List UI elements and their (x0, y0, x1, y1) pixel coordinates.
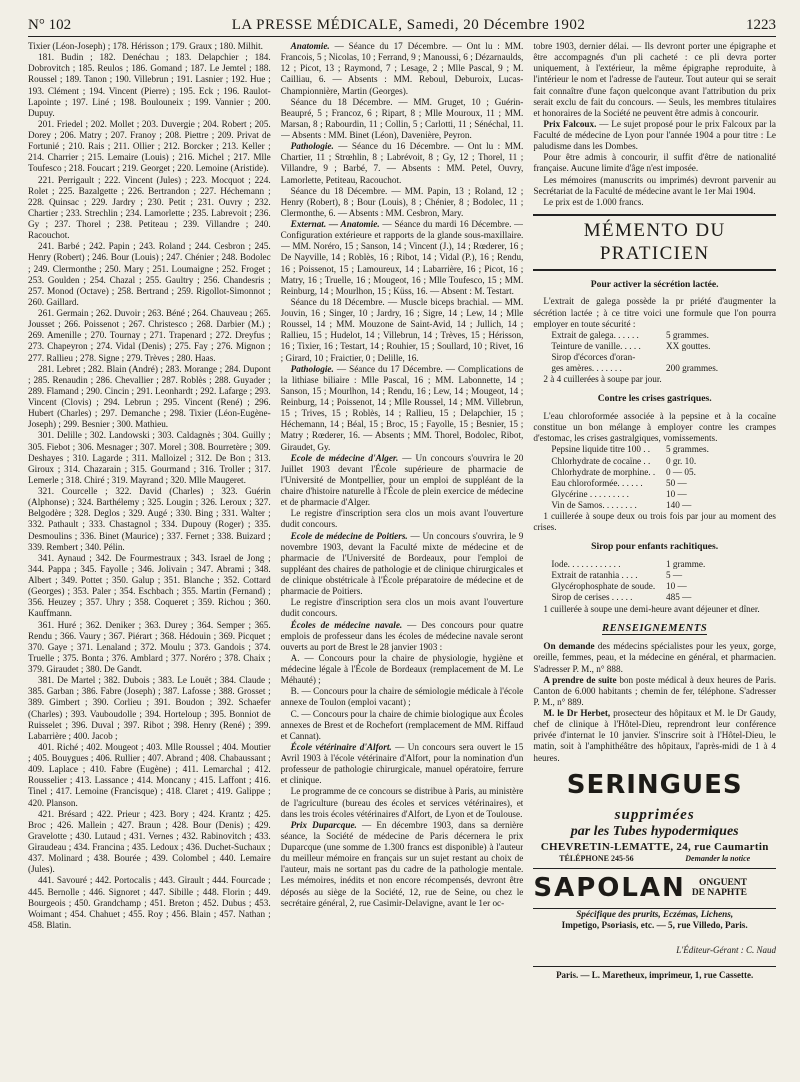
quantity: 1 gramme. (666, 559, 706, 569)
news-item (281, 453, 524, 509)
prescription-line (533, 478, 776, 489)
ingredient: Pepsine liquide titre 100 . . (551, 444, 651, 455)
column-middle (281, 41, 524, 1081)
prescription-line (533, 352, 776, 363)
news-item-text: A. — Concours pour la chaire de physiologie, hygiène et médecine légale à l'École de Bordeaux (remplacement de M. Le Méhauté) ; (280, 652, 524, 686)
ingredient: ges amères. . . . . . . (551, 363, 622, 374)
news-item-text: — Un concours sera ouvert le 15 Avril 1903 à l'école vétérinaire d'Alfort, pour la nomination d'un professeur de pathologie chirurgicale, manuel opératoire, ferrure et clinique. (280, 741, 524, 786)
column-right (533, 41, 776, 1081)
news-item-lead: Prix Duparcque. (290, 819, 357, 830)
news-item (281, 786, 524, 819)
news-item (281, 97, 524, 142)
section-text-gastric: L'eau chloroformée associée à la pepsine et à la cocaïne constitue un bon mélange à employer contre les crampes d'estomac, les crises gastralgiques, vomissements. (533, 411, 777, 444)
quantity: 0 — 05. (666, 466, 696, 477)
prix-falcoux-amount: Le prix est de 1.000 francs. (543, 196, 644, 207)
ranking-paragraph: 321. Courcelle ; 322. David (Charles) ; 323. Guérin (Alphonse) ; 324. Barthélemy ; 325. Lougin ; 326. Leroux ; 327. Belgodère ; 328. Deglos ; 329. Augé ; 330. Bing ; 331. Walter ; 332. Pathault ; 333. Chastagnol ; 334. Dupouy (Roger) ; 335. Desmoulins ; 336. Binet (Maurice) ; 337. Fernet ; 338. Buizard ; 339. Rembert ; 340. Pélin. (28, 486, 271, 552)
quantity: 0 gr. 10. (666, 455, 697, 466)
news-item (281, 364, 524, 453)
news-item (281, 820, 524, 909)
notice-a-prendre: A prendre de suite bon poste médical à deux heures de Paris. Canton de 6.000 habitants ; chemin de fer, téléphone. S'adresser P. M., n° 889. (533, 674, 777, 707)
ad-sapolan-address: Impetigo, Psoriasis, etc. — 5, rue Villedo, Paris. (561, 920, 748, 931)
quantity: 10 — (666, 488, 687, 499)
prescription-line (533, 500, 776, 511)
prescription-line (533, 341, 776, 352)
ranking-paragraph: Tixier (Léon-Joseph) ; 178. Hérisson ; 179. Graux ; 180. Milhit. (28, 41, 263, 51)
quantity: 10 — (666, 581, 687, 592)
ranking-paragraph: 181. Budin ; 182. Denéchau ; 183. Delapchier ; 184. Dobrovitch ; 185. Reulos ; 186. Gomand ; 187. Le Jemtel ; 188. Roussel ; 189. Tanon ; 190. Villebrun ; 191. Lasnier ; 192. Hue ; 193. Clément ; 194. Vincent (Pierre) ; 195. Eck ; 196. Raulot-Lapointe ; 197. Liné ; 198. Boulouneix ; 199. Vannier ; 200. Dupuy. (28, 52, 271, 118)
quantity: 5 grammes. (666, 444, 709, 455)
section-title-lactation: Pour activer la sécrétion lactée. (590, 278, 719, 290)
ranking-paragraph: 261. Germain ; 262. Duvoir ; 263. Béné ; 264. Chauveau ; 265. Jousset ; 266. Poissenot ; 267. Christesco ; 268. Darbier (M.) ; 269. Amenille ; 270. Tournay ; 271. Trapenard ; 272. Dreyfus ; 273. Chapeyron ; 274. Vidal (Denis) ; 275. Fay ; 276. Mignon ; 277. Rallieu ; 278. Signe ; 279. Trèves ; 280. Haas. (28, 308, 271, 363)
news-item-text: Le registre d'inscription sera clos un mois avant l'ouverture dudit concours. (280, 508, 524, 530)
ad-sapolan-indications: Spécifique des prurits, Eczémas, Lichens, (576, 909, 734, 920)
dose-gastric: 1 cuillerée à soupe deux ou trois fois par jour au moment des crises. (533, 511, 777, 533)
news-item (281, 709, 524, 742)
news-item (281, 186, 524, 219)
news-item-text: — Un concours s'ouvrira, le 9 novembre 1903, devant la Faculté mixte de médecine et de pharmacie de l'Université de Bordeaux, pour l'emploi de suppléant des chaires de pathologie et de clinique chirurgicales et de clinique obstétricale à l'École préparatoire de médecine et de pharmacie de Poitiers. (280, 530, 524, 597)
ad-sapolan-product: ONGUENT DE NAPHTE (691, 877, 747, 899)
news-item (281, 508, 524, 530)
news-item-text: Séance du 18 Décembre. — MM. Gruget, 10 ; Guérin-Beaupré, 5 ; Francoz, 6 ; Ripart, 8 ; Mlle Mouroux, 11 ; MM. Marsan, 8 ; Rabourdin, 11 ; Collin, 5 ; Carlotti, 11 ; Sénéchal, 11. — Absents : MM. Binet (Léon), Davenière, Peyron. (280, 96, 524, 140)
news-item-lead: Externat. — Anatomie. (290, 219, 380, 229)
section-title-gastric: Contre les crises gastriques. (597, 393, 712, 405)
page-header (28, 14, 776, 37)
ranking-paragraph: 341. Aynaud ; 342. De Fourmestraux ; 343. Israel de Jong ; 344. Pappa ; 345. Fayolle ; 346. Jolivain ; 347. Abrami ; 348. Albert ; 349. Pottet ; 350. Galup ; 351. Blanche ; 352. Cottard (Georges) ; 353. Paler ; 354. Eschbach ; 355. Martin (Fernand) ; 356. Heuzey ; 357. Uhry ; 358. Coqueret ; 359. Richou ; 360. Kauffmann. (28, 552, 271, 619)
ranking-paragraph: 201. Friedel ; 202. Mollet ; 203. Duvergie ; 204. Robert ; 205. Dorey ; 206. Matry ; 207. Franoy ; 208. Piettre ; 209. Privat de Fortunié ; 210. Rais ; 211. Ollier ; 212. Borcker ; 213. Keller ; 214. Charrier ; 215. Lemaire (Louis) ; 216. Michel ; 217. Mlle Toufesco ; 218. Foucart ; 219. Georget ; 220. Lemoine (Aristide). (28, 118, 271, 174)
ranking-paragraph: 441. Savouré ; 442. Portocalis ; 443. Girault ; 444. Fourcade ; 445. Bernolle ; 446. Signoret ; 447. Sibille ; 448. Florin ; 449. Bourgeois ; 450. Grandchamp ; 451. Breton ; 452. Dubus ; 453. Woimant ; 454. Chahuet ; 455. Roy ; 456. Blain ; 457. Nathan ; 458. Blatin. (28, 875, 271, 930)
advertisement-seringues (533, 769, 776, 864)
news-item-lead: Écoles de médecine navale. (290, 619, 403, 630)
page-number: 1223 (745, 17, 776, 33)
ranking-paragraph: 281. Lebret ; 282. Blain (André) ; 283. Morange ; 284. Dupont ; 285. Renaudin ; 286. Chevallier ; 287. Roblès ; 288. Guyader ; 289. Flamand ; 290. Cincin ; 291. Leonhardt ; 292. Lafarge ; 293. Vincent (Clovis) ; 294. Lebrun ; 295. Vincent (René) ; 296. Hubert (Charles) ; 297. Demanche ; 298. Tixier (Léon-Eugène-Joseph) ; 299. Besnier ; 300. Mathieu. (28, 363, 271, 430)
news-item-lead: École vétérinaire d'Alfort. (290, 741, 392, 752)
ranking-paragraph: 421. Brésard ; 422. Prieur ; 423. Bory ; 424. Krantz ; 425. Broc ; 426. Mallein ; 427. Braun ; 428. Bour (Denis) ; 429. Gravelotte ; 430. Lutaud ; 431. Vernes ; 432. Rabinovitch ; 433. Giraudeau ; 434. Francina ; 435. Ledoux ; 436. Duchet-Suchaux ; 437. Molinard ; 438. Bourée ; 439. Colombel ; 440. Lemaire (Jules). (28, 808, 271, 875)
quantity: 200 grammes. (666, 363, 719, 374)
masthead-date: , Samedi, 20 Décembre 1902 (398, 17, 586, 33)
ingredient: Extrait de ratanhia . . . . (551, 570, 638, 581)
ingredient: Teinture de vanille. . . . . (551, 340, 641, 351)
ranking-paragraph: 241. Barbé ; 242. Papin ; 243. Roland ; 244. Cesbron ; 245. Henry (Robert) ; 246. Bour (Louis) ; 247. Chénier ; 248. Bodolec ; 249. Clermonthe ; 250. Mary ; 251. Loumaigne ; 252. Froget ; 253. Goulden ; 254. Chazal ; 255. Gaultry ; 256. Chandesris ; 257. Monod (Octave) ; 258. Bertrand ; 259. Rigollot-Simonnot ; 260. Gaillard. (28, 241, 271, 307)
news-item-text: — Séance du 17 Décembre. — Ont lu : MM. Francois, 5 ; Nicolas, 10 ; Ferrand, 9 ; Manoussi, 6 ; Dézarnaulds, 12 ; Picot, 13 ; Raymond, 7 ; Lesage, 2 ; Mlle Pascal, 9 ; M. Cailliau, 6. — Absents : MM. Reboul, Deburoix, Lucas-Championnière, Martin (Georges). (280, 41, 524, 96)
prescription-line (533, 444, 776, 455)
news-item-text: — Des concours pour quatre emplois de professeur dans les écoles de médecine navale seront ouverts au port de Brest le 28 janvier 1903 : (280, 619, 524, 652)
news-item-text: Le programme de ce concours se distribue à Paris, au ministère de l'agriculture (bureau des écoles et services vétérinaires), et dans les trois écoles vétérinaires d'Alfort, de Lyon et de Toulouse. (280, 786, 524, 819)
quantity: 140 — (666, 500, 692, 511)
prescription-line (533, 592, 776, 603)
notice-herbet: M. le Dr Herbet, prosecteur des hôpitaux et M. le Dr Gaudy, chef de clinique à l'Hôtel-Dieu, reprendront leur conférence privée d'internat le 10 janvier. S'inscrire soit à l'Hôtel-Dieu, le matin, soit à l'amphithéâtre des hôpitaux, l'après-midi de 1 à 4 heures. (533, 708, 777, 763)
news-item (281, 219, 524, 297)
news-item-text: — Un concours s'ouvrira le 20 Juillet 1903 devant l'École supérieure de pharmacie de l'Université de Montpellier, pour un emploi de suppléant de la chaire d'histoire naturelle à l'École de plein exercice de médecine et de pharmacie d'Alger. (280, 452, 524, 508)
prescription-line (533, 363, 776, 374)
printer-imprint: Paris. — L. Maretheux, imprimeur, 1, rue Cassette. (533, 966, 776, 981)
advertisement-sapolan (533, 868, 776, 909)
prescription-line (533, 570, 776, 581)
news-item-text: Séance du 18 Décembre. — Muscle biceps brachial. — MM. Jouvin, 16 ; Singer, 10 ; Jardry, 16 ; Sigre, 14 ; Lew, 14 ; Mlle Roussel, 14 ; MM. Mouzone de Saint-Avid, 14 ; Jullich, 14 ; Rallieu, 15 ; Hudelot, 14 ; Villebrun, 14 ; Trèves, 15 ; Hérisson, 16 ; Tixier, 16 ; Testart, 14 ; Rouhier, 15 ; Soullard, 10 ; Rivet, 16 ; Girard, 10 ; Fraictier, 0 ; Delille, 16. (280, 296, 524, 363)
quantity: 5 grammes. (666, 329, 709, 340)
news-item (281, 41, 524, 97)
news-item-text: B. — Concours pour la chaire de sémiologie médicale à l'école annexe de Toulon (emploi vacant) ; (280, 686, 524, 708)
news-item (281, 531, 524, 598)
renseignements-heading: RENSEIGNEMENTS (602, 622, 708, 634)
quantity: XX gouttes. (666, 340, 711, 351)
news-item (281, 742, 524, 787)
ad-seringues-tagline: par les Tubes hypodermiques (570, 823, 739, 839)
news-item (281, 597, 524, 619)
ad-seringues-address: CHEVRETIN-LEMATTE, 24, rue Caumartin (540, 840, 769, 853)
prescription-line (533, 330, 776, 341)
notice-on-demande: On demande des médecins spécialistes pour les yeux, gorge, oreille, femmes, peau, et la médecine en général, et pharmacien. S'adresser P. M., n° 888. (533, 641, 777, 674)
news-item (281, 686, 524, 708)
prescription-gastric (533, 444, 776, 511)
issue-number: N° 102 (28, 17, 72, 33)
ad-seringues-contact: TÉLÉPHONE 245-56 Demander la notice (559, 853, 751, 863)
masthead-title: LA PRESSE MÉDICALE (231, 17, 399, 33)
prescription-line (533, 489, 776, 500)
ranking-paragraph: 381. De Martel ; 382. Dubois ; 383. Le Louët ; 384. Claude ; 385. Garban ; 386. Fabre (Joseph) ; 387. Lafosse ; 388. Grosset ; 389. Gimbert ; 390. Corlieu ; 391. Boudon ; 392. Schaefer (Charles) ; 393. Vauboudolle ; 394. Horteloup ; 395. Bonniot de Ruisselet ; 396. Duval ; 397. Ribot ; 398. Henry (René) ; 399. Labarrière ; 400. Jacob ; (28, 675, 271, 741)
quantity: 485 — (666, 592, 692, 603)
memento-heading: MÉMENTO DU PRATICIEN (533, 214, 776, 271)
ingredient: Iode. . . . . . . . . . . . (551, 559, 621, 569)
section-title-rickets: Sirop pour enfants rachitiques. (591, 541, 719, 553)
ad-sapolan-logo: SAPOLAN (533, 872, 686, 903)
quantity: 5 — (666, 570, 683, 581)
column-left (28, 41, 271, 1081)
prix-duparcque-continued: tobre 1903, dernier délai. — Ils devront porter une épigraphe et être accompagnés d'un pli cacheté : ce pli devra porter uniquement, à l'extérieur, la même épigraphe reproduite, à l'intérieur le nom et l'adresse de l'auteur. Tout auteur qui se serait fait connaître d'une façon quelconque avant l'attribution du prix serait exclu de fait du concours. — Seuls, les membres titulaires et honoraires de la Société ne peuvent être admis à concourir. (533, 41, 777, 118)
news-item-lead: Ecole de médecine de Poitiers. (290, 530, 408, 541)
quantity: 50 — (666, 477, 687, 488)
ingredient: Eau chloroformée. . . . . . (551, 477, 643, 488)
ingredient: Chlorhydrate de cocaïne . . (551, 455, 651, 466)
ranking-paragraph: 301. Delille ; 302. Landowski ; 303. Caldagnès ; 304. Guilly ; 305. Fiebot ; 306. Mesnager ; 307. Morel ; 308. Bourretère ; 309. Deshayes ; 310. Lagarde ; 311. Malloizel ; 312. De Bon ; 313. Giroux ; 314. Chazarain ; 315. Gourmand ; 316. Troller ; 317. Lemerle ; 318. Chiré ; 319. Mayrand ; 320. Mlle Maugeret. (28, 430, 271, 485)
news-item-text: — Séance du 16 Décembre. — Ont lu : MM. Chartier, 11 ; Strœhlin, 8 ; Labrévoit, 8 ; Gy, 12 ; Thorel, 11 ; Villandre, 9 ; Barbé, 7. — Absents : MM. Petel, Ouvry, Lamorlette, Petiteau, Racouchot. (280, 141, 524, 185)
prescription-line (533, 581, 776, 592)
prescription-rickets (533, 559, 776, 604)
ingredient: Glycérophosphate de soude. (551, 581, 656, 592)
dose-lactation: 2 à 4 cuillerées à soupe par jour. (543, 374, 662, 385)
section-text-lactation: L'extrait de galega possède la pr priété d'augmenter la sécrétion lactée ; à ce titre voici une formule que l'on pourra employer en toute sécurité : (533, 296, 777, 329)
news-item-lead: Pathologie. (290, 141, 334, 152)
ingredient: Vin de Samos. . . . . . . . (551, 500, 637, 511)
news-item (281, 297, 524, 364)
prescription-lactation (533, 330, 776, 375)
ranking-paragraph: 361. Huré ; 362. Deniker ; 363. Durey ; 364. Semper ; 365. Rendu ; 366. Vaury ; 367. Piérart ; 368. Hédouin ; 369. Picquet ; 370. Gaye ; 371. Lenaland ; 372. Moulu ; 373. Gandois ; 374. Truelle ; 375. Bonta ; 376. Amblard ; 377. Noréro ; 378. Chaix ; 379. Giraudet ; 380. De Gandt. (28, 619, 271, 674)
prix-falcoux-eligibility: Pour être admis à concourir, il suffit d'être de nationalité française. Aucune limite d'âge n'est imposée. (533, 152, 777, 174)
prix-falcoux-deadline: Les mémoires (manuscrits ou imprimés) devront parvenir au Secrétariat de la Faculté de médecine avant le 1er Mai 1904. (533, 174, 777, 196)
ad-seringues-title: SERINGUES supprimées (566, 769, 743, 823)
masthead (232, 17, 586, 34)
news-item-lead: Ecole de médecine d'Alger. (290, 452, 399, 463)
news-item-lead: Anatomie. (290, 41, 330, 51)
news-item-lead: Pathologie. (290, 363, 334, 374)
news-item (281, 620, 524, 653)
ranking-paragraph: 221. Perrigault ; 222. Vincent (Jules) ; 223. Mocquot ; 224. Rolet ; 225. Bazalgette ; 226. Bertrandon ; 227. Héchemann ; 228. Quinsac ; 229. Jardry ; 230. Petit ; 231. Ouvry ; 232. Chartier ; 233. Strechlin ; 234. Lamorlette ; 235. Labrevoit ; 236. Gy ; 237. Thorel ; 238. Petiteau ; 239. Villandre ; 240. Racouchot. (28, 174, 271, 241)
dose-rickets: 1 cuillerée à soupe une demi-heure avant déjeuner et dîner. (543, 603, 760, 614)
news-item (281, 653, 524, 686)
ingredient: Glycérine . . . . . . . . . (551, 488, 629, 499)
news-item (281, 141, 524, 186)
prescription-line (533, 559, 776, 570)
prescription-line (533, 467, 776, 478)
editor-manager: L'Éditeur-Gérant : C. Naud (676, 945, 777, 956)
news-item-text: — Séance du 17 Décembre. — Complications de la lithiase biliaire : Mlle Pascal, 16 ; MM. Labonnette, 14 ; Sanson, 15 ; Mourlhon, 14 ; Rendu, 16 ; Lew, 14 ; Mougeot, 14 ; Reinburg, 14 ; Poissenot, 14 ; Mlle Roussel, 14 ; MM. Villebrun, 15 ; Trives, 15 ; Roblès, 14 ; Rallieu, 15 ; Delapchier, 15 ; Héchemann, 14 ; Béal, 15 ; Broc, 15 ; Fayolle, 15 ; Besnier, 15 ; Matry ; Rœderer, 16. — Absents ; MM. Thorel, Bodolec, Ribot, Giraudet, Gy. (280, 363, 524, 452)
news-item-text: — En décembre 1903, dans sa dernière séance, la Société de médecine de Paris décernera le prix Duparcque (une somme de 1.300 francs est disponible) à l'auteur du meilleur mémoire en français sur un sujet restant au choix de l'auteur, mais ne sortant pas du cadre de la pathologie mentale. Les mémoires, inédits et non encore récompensés, devront être déposés au siège de la Société, 12, rue de Seine, ou chez le secrétaire général, 2, rue Casimir-Delavigne, avant le 1er oc- (280, 819, 524, 908)
ingredient: Sirop de cerises . . . . . (551, 592, 633, 603)
ingredient: Chlorhydrate de morphine. . (551, 466, 656, 477)
ingredient: Sirop d'écorces d'oran- (551, 352, 636, 363)
news-item-text: — Séance du mardi 16 Décembre. — Configuration extérieure et rapports de la glande sous-maxillaire. — MM. Noréro, 15 ; Sanson, 14 ; Vincent (J.), 14 ; Rœderer, 16 ; De Nayville, 14 ; Roblès, 16 ; Ribot, 14 ; Vidal (P.), 16 ; Rendu, 16 ; Poissenot, 15 ; Lamoureux, 14 ; Labarrière, 16 ; Picot, 16 ; Matry, 16 ; Truelle, 16 ; Mougeot, 16 ; Mlle Toufesco, 15 ; MM. Reinburg, 14 ; Mourlhon, 15 ; Küss, 16. — Absent : M. Testart. (280, 219, 524, 296)
quantity (666, 352, 736, 363)
prescription-line (533, 456, 776, 467)
ingredient: Extrait de galega. . . . . . (551, 329, 639, 340)
ranking-paragraph: 401. Riché ; 402. Mougeot ; 403. Mlle Roussel ; 404. Moutier ; 405. Bouygues ; 406. Rullier ; 407. Abrand ; 408. Chabaussant ; 409. Laplace ; 410. Fabre (Eugène) ; 411. Lemarchal ; 412. Rousselier ; 413. Lassance ; 414. Moncany ; 415. Laffont ; 416. Tinel ; 417. Lemoine (Francisque) ; 418. Claret ; 419. Galippe ; 420. Planson. (28, 741, 271, 808)
news-item-text: Séance du 18 Décembre. — MM. Papin, 13 ; Roland, 12 ; Henry (Robert), 8 ; Bour (Louis), 8 ; Chénier, 8 ; Bodolec, 11 ; Clermonthe, 6. — Absents : MM. Cesbron, Mary. (280, 185, 524, 218)
news-item-text: Le registre d'inscription sera clos un mois avant l'ouverture dudit concours. (280, 597, 524, 619)
prix-falcoux: Prix Falcoux. — Le sujet proposé pour le prix Falcoux par la Faculté de médecine de Lyon pour l'année 1904 a pour titre : Le paludisme dans les Dombes. (533, 118, 777, 152)
news-item-text: C. — Concours pour la chaire de chimie biologique aux Écoles annexes de Brest et de Rochefort (remplacement de MM. Riffaud et Cannat). (280, 708, 524, 741)
